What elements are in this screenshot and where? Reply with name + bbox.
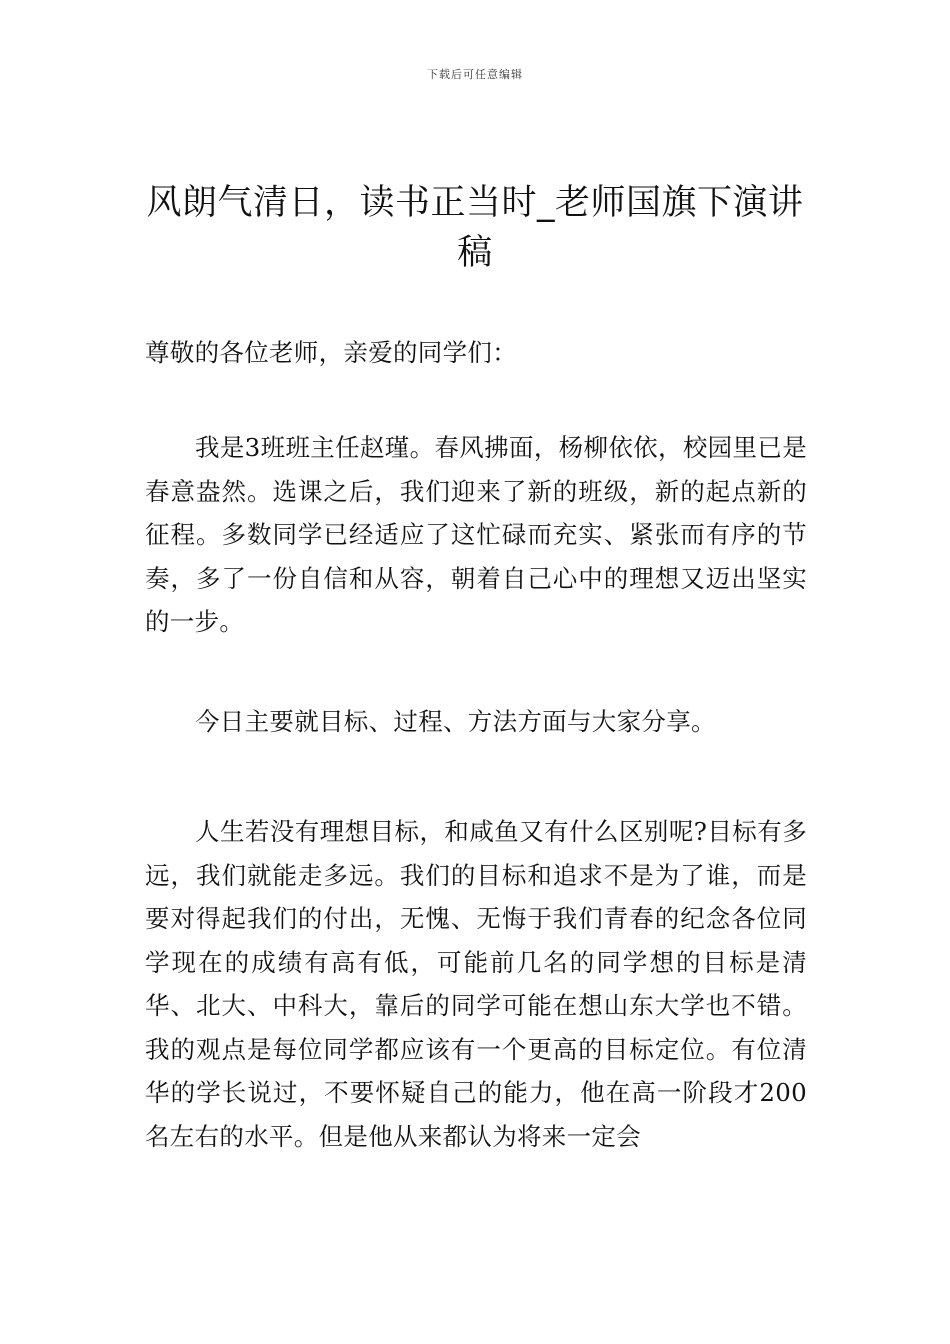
paragraph-1: 我是3班班主任赵瑾。春风拂面，杨柳依依，校园里已是春意盎然。选课之后，我们迎来了新的班级，新的起点新的征程。多数同学已经适应了这忙碌而充实、紧张而有序的节奏，多了一份自信和从容，朝着自己心中的理想又迈出坚实的一步。 xyxy=(145,433,807,636)
document-title: 风朗气清日，读书正当时_老师国旗下演讲稿 xyxy=(146,183,804,273)
salutation: 尊敬的各位老师，亲爱的同学们： xyxy=(145,338,517,367)
paragraph-3: 人生若没有理想目标，和咸鱼又有什么区别呢?目标有多远，我们就能走多远。我们的目标和追求不是为了谁，而是要对得起我们的付出，无愧、无悔于我们青春的纪念各位同学现在的成绩有高有低，可能前几名的同学想的目标是清华、北大、中科大，靠后的同学可能在想山东大学也不错。我的观点是每位同学都应该有一个更高的目标定位。有位清华的学长说过，不要怀疑自己的能力，他在高一阶段才200名左右的水平。但是他从来都认为将来一定会 xyxy=(145,817,807,1151)
paragraph-2: 今日主要就目标、过程、方法方面与大家分享。 xyxy=(195,707,716,736)
header-note: 下载后可任意编辑 xyxy=(427,68,523,81)
